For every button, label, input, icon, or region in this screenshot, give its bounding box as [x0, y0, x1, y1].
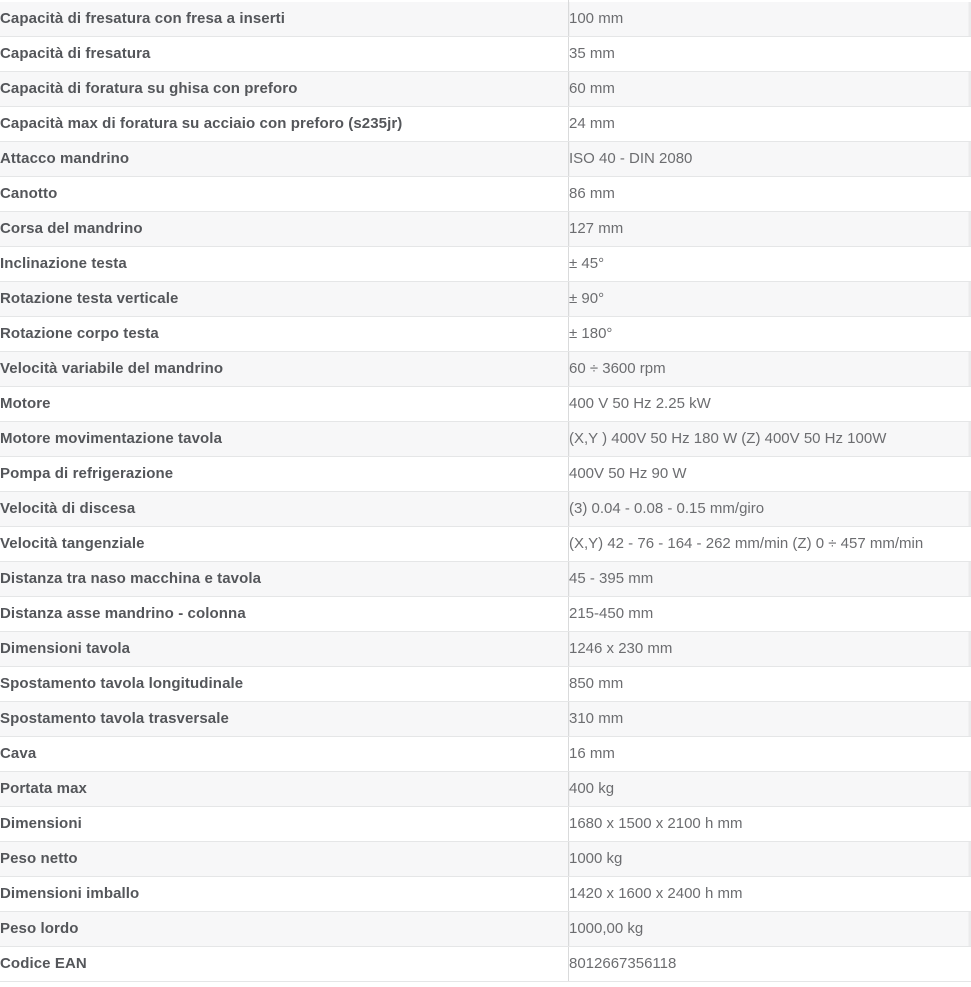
spec-label: Spostamento tavola trasversale [0, 702, 569, 737]
spec-label: Dimensioni imballo [0, 877, 569, 912]
table-row [0, 562, 971, 597]
spec-value: 400V 50 Hz 90 W [569, 457, 971, 492]
spec-label: Portata max [0, 772, 569, 807]
spec-value: 400 kg [569, 772, 971, 807]
table-row [0, 107, 971, 142]
spec-label: Peso netto [0, 842, 569, 877]
table-row [0, 317, 971, 352]
table-row [0, 422, 971, 457]
table-row [0, 912, 971, 947]
table-row [0, 457, 971, 492]
table-row [0, 947, 971, 982]
table-row [0, 282, 971, 317]
spec-label: Distanza asse mandrino - colonna [0, 597, 569, 632]
spec-label: Codice EAN [0, 947, 569, 982]
table-row [0, 667, 971, 702]
spec-label: Velocità variabile del mandrino [0, 352, 569, 387]
table-row [0, 702, 971, 737]
spec-label: Canotto [0, 177, 569, 212]
spec-label: Capacità di fresatura con fresa a inserti [0, 2, 569, 37]
spec-value: 16 mm [569, 737, 971, 772]
table-row [0, 72, 971, 107]
spec-label: Pompa di refrigerazione [0, 457, 569, 492]
spec-label: Inclinazione testa [0, 247, 569, 282]
spec-value: 850 mm [569, 667, 971, 702]
table-row [0, 632, 971, 667]
spec-label: Velocità tangenziale [0, 527, 569, 562]
spec-value: 1000 kg [569, 842, 971, 877]
spec-value: 35 mm [569, 37, 971, 72]
spec-value: 1246 x 230 mm [569, 632, 971, 667]
table-row [0, 387, 971, 422]
spec-label: Capacità di fresatura [0, 37, 569, 72]
spec-label: Dimensioni [0, 807, 569, 842]
spec-label: Peso lordo [0, 912, 569, 947]
spec-label: Velocità di discesa [0, 492, 569, 527]
spec-label: Capacità max di foratura su acciaio con preforo (s235jr) [0, 107, 569, 142]
spec-value: 127 mm [569, 212, 971, 247]
table-row [0, 877, 971, 912]
spec-value: 45 - 395 mm [569, 562, 971, 597]
spec-label: Distanza tra naso macchina e tavola [0, 562, 569, 597]
spec-value: (X,Y ) 400V 50 Hz 180 W (Z) 400V 50 Hz 100W [569, 422, 971, 457]
table-row [0, 177, 971, 212]
spec-value: ± 90° [569, 282, 971, 317]
table-row [0, 597, 971, 632]
spec-value: 400 V 50 Hz 2.25 kW [569, 387, 971, 422]
table-row [0, 142, 971, 177]
spec-label: Cava [0, 737, 569, 772]
table-row [0, 842, 971, 877]
spec-value: 86 mm [569, 177, 971, 212]
spec-label: Attacco mandrino [0, 142, 569, 177]
spec-value: (3) 0.04 - 0.08 - 0.15 mm/giro [569, 492, 971, 527]
spec-value: 1420 x 1600 x 2400 h mm [569, 877, 971, 912]
spec-label: Capacità di foratura su ghisa con preforo [0, 72, 569, 107]
spec-label: Corsa del mandrino [0, 212, 569, 247]
table-row [0, 807, 971, 842]
table-row [0, 772, 971, 807]
table-row [0, 492, 971, 527]
spec-value: 1680 x 1500 x 2100 h mm [569, 807, 971, 842]
spec-value: 215-450 mm [569, 597, 971, 632]
spec-value: (X,Y) 42 - 76 - 164 - 262 mm/min (Z) 0 ÷ 457 mm/min [569, 527, 971, 562]
table-row [0, 527, 971, 562]
spec-value: ISO 40 - DIN 2080 [569, 142, 971, 177]
spec-value: 310 mm [569, 702, 971, 737]
specs-table-body [0, 2, 971, 982]
spec-value: 60 mm [569, 72, 971, 107]
spec-value: 8012667356118 [569, 947, 971, 982]
table-row [0, 37, 971, 72]
specs-table [0, 2, 971, 982]
spec-label: Rotazione corpo testa [0, 317, 569, 352]
table-row [0, 212, 971, 247]
spec-label: Motore [0, 387, 569, 422]
spec-value: 24 mm [569, 107, 971, 142]
table-row [0, 247, 971, 282]
spec-label: Spostamento tavola longitudinale [0, 667, 569, 702]
table-row [0, 2, 971, 37]
spec-value: 100 mm [569, 2, 971, 37]
table-row [0, 737, 971, 772]
spec-value: ± 180° [569, 317, 971, 352]
spec-value: 1000,00 kg [569, 912, 971, 947]
spec-label: Motore movimentazione tavola [0, 422, 569, 457]
spec-label: Rotazione testa verticale [0, 282, 569, 317]
spec-label: Dimensioni tavola [0, 632, 569, 667]
spec-value: 60 ÷ 3600 rpm [569, 352, 971, 387]
table-row [0, 352, 971, 387]
spec-value: ± 45° [569, 247, 971, 282]
